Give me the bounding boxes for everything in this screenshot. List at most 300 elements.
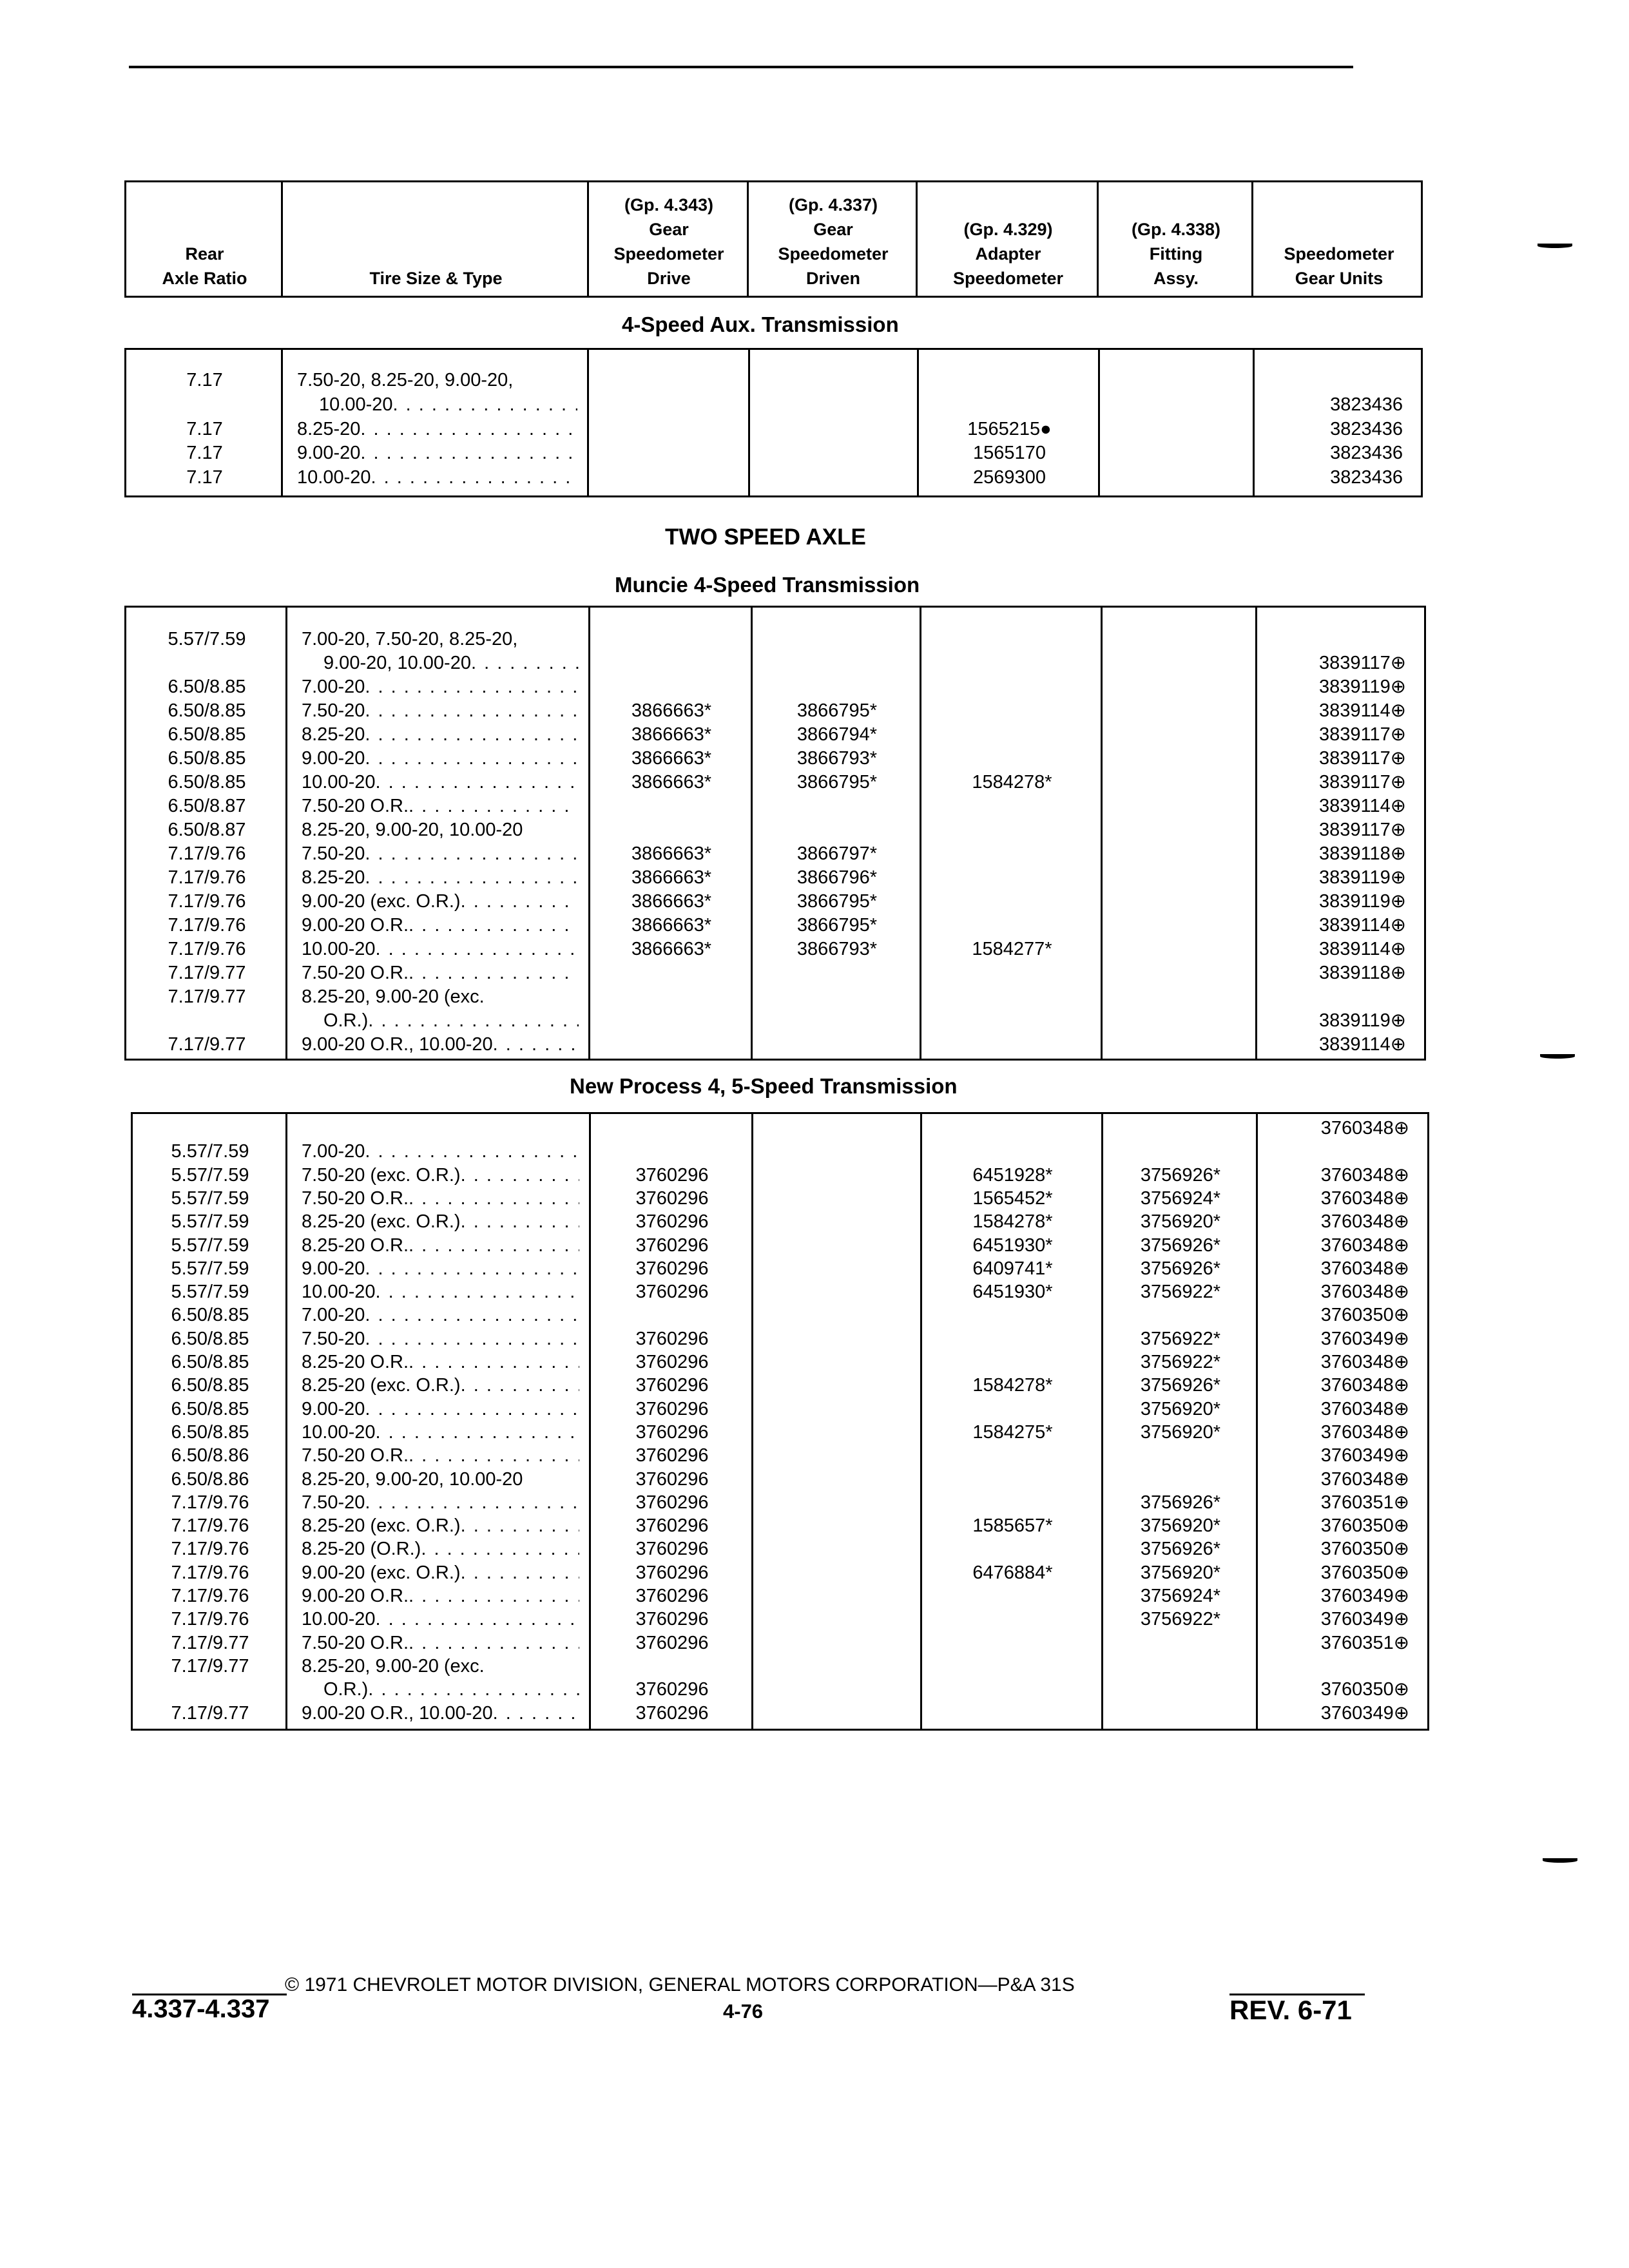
- adapter-part-number: 6451928*: [972, 1164, 1053, 1186]
- column-header-line: Assy.: [1153, 269, 1199, 288]
- axle-ratio-cell: 7.17/9.77: [168, 986, 246, 1007]
- axle-ratio-cell: 7.17/9.76: [168, 939, 246, 959]
- tire-size-cell: [302, 842, 579, 866]
- column-header: [126, 242, 283, 291]
- driven-part-number: 3866795*: [796, 891, 878, 912]
- leader-dots: [409, 1350, 579, 1374]
- drive-part-number: 3760296: [635, 1515, 709, 1537]
- column-header-line: Gear: [649, 220, 689, 239]
- axle-ratio-cell: 5.57/7.59: [171, 1282, 249, 1303]
- axle-ratio-cell: 7.17/9.76: [171, 1586, 249, 1606]
- axle-ratio-cell: 7.17/9.76: [168, 915, 246, 936]
- axle-ratio-cell: 6.50/8.86: [171, 1445, 249, 1466]
- column-header-line: Speedometer: [613, 244, 724, 264]
- units-part-number: 3760348⊕: [1320, 1398, 1409, 1419]
- leader-dots: [365, 1398, 579, 1421]
- fitting-part-number: 3756926*: [1140, 1539, 1221, 1560]
- adapter-part-number: 6451930*: [972, 1235, 1053, 1256]
- units-part-number: 3839114⊕: [1318, 939, 1406, 959]
- axle-ratio-cell: 7.17: [186, 370, 223, 390]
- tire-size-text: 7.00-20: [302, 677, 365, 697]
- axle-ratio-cell: 5.57/7.59: [171, 1141, 249, 1162]
- units-part-number: 3760349⊕: [1320, 1702, 1409, 1724]
- tire-size-cell: [302, 1561, 579, 1585]
- leader-dots: [365, 866, 579, 890]
- table-new-process-transmission: [131, 1112, 1429, 1731]
- tire-size-cell: [302, 1303, 579, 1327]
- tire-size-text: 7.50-20: [302, 1328, 365, 1349]
- driven-part-number: 3866794*: [796, 724, 878, 745]
- column-header-line: (Gp. 4.343): [624, 195, 714, 215]
- units-part-number: 3839114⊕: [1318, 700, 1406, 721]
- fitting-part-number: 3756920*: [1140, 1211, 1221, 1233]
- tire-size-text: 7.50-20 O.R.: [302, 963, 409, 983]
- units-part-number: 3839118⊕: [1318, 963, 1406, 983]
- tire-size-text: 8.25-20, 9.00-20 (exc.: [302, 1655, 485, 1677]
- axle-ratio-cell: 5.57/7.59: [168, 629, 246, 649]
- drive-part-number: 3866663*: [631, 915, 712, 936]
- units-part-number: 3839117⊕: [1318, 820, 1406, 840]
- units-part-number: 3760351⊕: [1320, 1492, 1409, 1513]
- adapter-part-number: 1584275*: [972, 1421, 1053, 1443]
- leader-dots: [421, 1537, 579, 1561]
- axle-ratio-cell: 7.17/9.77: [171, 1632, 249, 1653]
- axle-ratio-cell: 7.17: [186, 418, 223, 439]
- units-part-number: 3839119⊕: [1318, 677, 1406, 697]
- tire-size-cell: [302, 1257, 579, 1281]
- drive-part-number: 3760296: [635, 1492, 709, 1513]
- units-part-number: 3760350⊕: [1320, 1679, 1409, 1700]
- axle-ratio-cell: 6.50/8.85: [171, 1328, 249, 1349]
- adapter-part-number: 6409741*: [972, 1258, 1053, 1279]
- leader-dots: [409, 794, 579, 818]
- tire-size-text: 10.00-20: [302, 939, 376, 959]
- column-header-line: Rear: [185, 244, 224, 264]
- axle-ratio-cell: 5.57/7.59: [171, 1235, 249, 1256]
- column-divider: [920, 608, 921, 1059]
- adapter-part-number: 1584278*: [972, 1375, 1053, 1396]
- drive-part-number: 3760296: [635, 1328, 709, 1349]
- adapter-part-number: 1565170: [973, 443, 1046, 464]
- tire-size-cell: [297, 418, 577, 441]
- axle-ratio-cell: 6.50/8.85: [171, 1305, 249, 1326]
- two-speed-axle-heading: TWO SPEED AXLE: [665, 524, 866, 550]
- units-part-number: 3839117⊕: [1318, 653, 1406, 673]
- leader-dots: [461, 890, 579, 914]
- column-header-line: Tire Size & Type: [369, 269, 503, 288]
- tire-size-text: 7.50-20 O.R.: [302, 1445, 409, 1466]
- tire-size-cell: [302, 699, 579, 723]
- tire-size-text: 8.25-20: [302, 724, 365, 745]
- adapter-part-number: 1585657*: [972, 1515, 1053, 1537]
- tire-size-text: 9.00-20: [302, 748, 365, 769]
- tire-size-text: 7.50-20: [302, 1492, 365, 1513]
- tire-size-text: 10.00-20: [302, 1421, 376, 1443]
- axle-ratio-cell: 5.57/7.59: [171, 1164, 249, 1186]
- fitting-part-number: 3756920*: [1140, 1515, 1221, 1537]
- axle-ratio-cell: 7.17/9.76: [171, 1609, 249, 1630]
- drive-part-number: 3760296: [635, 1187, 709, 1209]
- fitting-part-number: 3756926*: [1140, 1164, 1221, 1186]
- tire-size-cell: [302, 937, 579, 961]
- leader-dots: [409, 1584, 579, 1608]
- tire-size-text: 9.00-20: [297, 443, 361, 464]
- tire-size-cell: [302, 1608, 579, 1631]
- tire-size-cell: [302, 1468, 579, 1492]
- axle-ratio-cell: 7.17/9.76: [171, 1562, 249, 1583]
- units-part-number: 3839118⊕: [1318, 843, 1406, 864]
- units-part-number: 3760350⊕: [1320, 1562, 1409, 1583]
- tire-size-text: 10.00-20: [302, 1282, 376, 1303]
- tire-size-cell: [302, 1702, 579, 1725]
- tire-size-text: 7.50-20: [302, 843, 365, 864]
- column-header-line: Fitting: [1149, 244, 1203, 264]
- leader-dots: [365, 1140, 579, 1164]
- leader-dots: [471, 651, 579, 675]
- leader-dots: [409, 1234, 579, 1258]
- column-header-line: (Gp. 4.337): [788, 195, 878, 215]
- axle-ratio-cell: 5.57/7.59: [171, 1187, 249, 1209]
- axle-ratio-cell: 6.50/8.87: [168, 796, 246, 816]
- units-part-number: 3839119⊕: [1318, 891, 1406, 912]
- axle-ratio-cell: 6.50/8.85: [171, 1398, 249, 1419]
- tire-size-text: 9.00-20: [302, 1258, 365, 1279]
- leader-dots: [461, 1164, 579, 1187]
- driven-part-number: 3866793*: [796, 939, 878, 959]
- tire-size-text: O.R.): [323, 1010, 369, 1031]
- drive-part-number: 3866663*: [631, 891, 712, 912]
- fitting-part-number: 3756922*: [1140, 1609, 1221, 1630]
- axle-ratio-cell: 6.50/8.87: [168, 820, 246, 840]
- axle-ratio-cell: 7.17/9.76: [171, 1492, 249, 1513]
- units-part-number: 3760348⊕: [1320, 1375, 1409, 1396]
- adapter-part-number: 6476884*: [972, 1562, 1053, 1583]
- units-part-number: 3823436: [1330, 418, 1403, 439]
- axle-ratio-cell: 7.17/9.77: [168, 1034, 246, 1055]
- top-rule: [129, 66, 1353, 68]
- units-part-number: 3839117⊕: [1318, 748, 1406, 769]
- tire-size-cell: [302, 1444, 579, 1468]
- axle-ratio-cell: 7.17/9.77: [171, 1655, 249, 1677]
- tire-size-text: 7.50-20 (exc. O.R.): [302, 1164, 461, 1186]
- tire-size-cell: [302, 914, 579, 937]
- drive-part-number: 3760296: [635, 1445, 709, 1466]
- tire-size-cell: [302, 1584, 579, 1608]
- drive-part-number: 3866663*: [631, 843, 712, 864]
- tire-size-text: O.R.): [323, 1679, 369, 1700]
- leader-dots: [365, 699, 579, 723]
- driven-part-number: 3866793*: [796, 748, 878, 769]
- axle-ratio-cell: 6.50/8.85: [171, 1421, 249, 1443]
- drive-part-number: 3760296: [635, 1282, 709, 1303]
- fitting-part-number: 3756924*: [1140, 1187, 1221, 1209]
- fitting-part-number: 3756920*: [1140, 1421, 1221, 1443]
- tire-size-cell: [297, 441, 577, 465]
- units-part-number: 3839114⊕: [1318, 915, 1406, 936]
- adapter-part-number: 1584277*: [972, 939, 1052, 959]
- column-divider: [587, 350, 589, 495]
- driven-part-number: 3866797*: [796, 843, 878, 864]
- axle-ratio-cell: 6.50/8.85: [168, 724, 246, 745]
- tire-size-cell: [302, 1280, 579, 1304]
- tire-size-cell: [302, 1398, 579, 1421]
- tire-size-text: 8.25-20 (exc. O.R.): [302, 1375, 461, 1396]
- leader-dots: [376, 1280, 580, 1304]
- axle-ratio-cell: 5.57/7.59: [171, 1258, 249, 1279]
- drive-part-number: 3760296: [635, 1468, 709, 1490]
- leader-dots: [368, 1678, 579, 1702]
- tire-size-cell: [302, 1631, 579, 1655]
- units-part-number: 3839117⊕: [1318, 724, 1406, 745]
- column-header-line: Drive: [647, 269, 691, 288]
- units-part-number: 3760348⊕: [1320, 1187, 1409, 1209]
- units-part-number: 3823436: [1330, 394, 1403, 415]
- drive-part-number: 3760296: [635, 1211, 709, 1233]
- leader-dots: [376, 937, 579, 961]
- leader-dots: [365, 675, 579, 699]
- fitting-part-number: 3756926*: [1140, 1375, 1221, 1396]
- tire-size-cell: [302, 1350, 579, 1374]
- axle-ratio-cell: 7.17: [186, 467, 223, 488]
- drive-part-number: 3760296: [635, 1539, 709, 1560]
- drive-part-number: 3760296: [635, 1609, 709, 1630]
- leader-dots: [365, 1257, 579, 1281]
- tire-size-cell: [302, 675, 579, 699]
- tire-size-text: 10.00-20: [302, 772, 376, 793]
- leader-dots: [409, 1187, 579, 1211]
- fitting-part-number: 3756924*: [1140, 1586, 1221, 1606]
- column-header-line: Axle Ratio: [162, 269, 247, 288]
- section-caption-aux: 4-Speed Aux. Transmission: [622, 312, 899, 336]
- leader-dots: [365, 1327, 579, 1351]
- tire-size-cell: [302, 1164, 579, 1187]
- units-part-number: 3839114⊕: [1318, 796, 1406, 816]
- tire-size-cell: [302, 628, 579, 651]
- units-part-number: 3760348⊕: [1320, 1211, 1409, 1233]
- tire-size-text: 10.00-20: [319, 394, 393, 415]
- tire-size-text: 9.00-20 O.R., 10.00-20: [302, 1034, 493, 1055]
- driven-part-number: 3866795*: [796, 700, 878, 721]
- margin-mark: [1537, 244, 1572, 248]
- leader-dots: [365, 842, 579, 866]
- driven-part-number: 3866795*: [796, 915, 878, 936]
- adapter-part-number: 6451930*: [972, 1282, 1053, 1303]
- tire-size-cell: [302, 1234, 579, 1258]
- leader-dots: [461, 1374, 579, 1398]
- tire-size-cell: [323, 1678, 579, 1702]
- tire-size-text: 8.25-20, 9.00-20, 10.00-20: [302, 1468, 523, 1490]
- axle-ratio-cell: 7.17/9.76: [168, 891, 246, 912]
- tire-size-text: 9.00-20: [302, 1398, 365, 1419]
- leader-dots: [371, 466, 578, 490]
- drive-part-number: 3760296: [635, 1352, 709, 1372]
- fitting-part-number: 3756922*: [1140, 1282, 1221, 1303]
- tire-size-cell: [302, 890, 579, 914]
- tire-size-text: 8.25-20: [302, 867, 365, 888]
- revision-label: REV. 6-71: [1229, 1995, 1352, 2025]
- drive-part-number: 3760296: [635, 1164, 709, 1186]
- column-header-line: Driven: [805, 269, 861, 288]
- column-divider: [748, 350, 750, 495]
- column-header-line: (Gp. 4.329): [963, 220, 1053, 239]
- tire-size-cell: [302, 794, 579, 818]
- drive-part-number: 3760296: [635, 1632, 709, 1653]
- column-header-box: [124, 180, 1423, 298]
- tire-size-cell: [302, 1140, 579, 1164]
- tire-size-cell: [302, 1655, 579, 1678]
- axle-ratio-cell: 7.17: [186, 443, 223, 464]
- table-muncie-transmission: [124, 606, 1426, 1061]
- leader-dots: [393, 393, 578, 417]
- fitting-part-number: 3756920*: [1140, 1398, 1221, 1419]
- tire-size-text: 8.25-20 (O.R.): [302, 1539, 421, 1560]
- leader-dots: [365, 1303, 579, 1327]
- axle-ratio-cell: 6.50/8.85: [171, 1375, 249, 1396]
- axle-ratio-cell: 7.17/9.76: [168, 867, 246, 888]
- tire-size-text: 10.00-20: [302, 1609, 376, 1630]
- units-part-number: 3839119⊕: [1318, 1010, 1406, 1031]
- tire-size-cell: [302, 985, 579, 1009]
- tire-size-cell: [302, 1514, 579, 1538]
- fitting-part-number: 3756926*: [1140, 1235, 1221, 1256]
- column-header-line: Gear Units: [1295, 269, 1383, 288]
- tire-size-text: 9.00-20 O.R.: [302, 915, 409, 936]
- column-header: [1253, 242, 1425, 291]
- tire-size-text: 7.00-20: [302, 1141, 365, 1162]
- page-number: 4-76: [723, 2000, 764, 2023]
- drive-part-number: 3760296: [635, 1398, 709, 1419]
- axle-ratio-cell: 7.17/9.77: [171, 1702, 249, 1724]
- tire-size-cell: [302, 1327, 579, 1351]
- drive-part-number: 3866663*: [631, 748, 712, 769]
- tire-size-text: 8.25-20: [297, 418, 361, 439]
- column-divider: [751, 608, 753, 1059]
- column-header-line: Speedometer: [1284, 244, 1394, 264]
- column-header-line: Speedometer: [778, 244, 889, 264]
- tire-size-text: 7.50-20: [302, 700, 365, 721]
- axle-ratio-cell: 7.17/9.76: [171, 1515, 249, 1537]
- tire-size-cell: [297, 466, 577, 490]
- tire-size-text: 9.00-20 (exc. O.R.): [302, 1562, 461, 1583]
- adapter-part-number: 1565215●: [967, 418, 1052, 439]
- tire-size-cell: [302, 961, 579, 985]
- drive-part-number: 3866663*: [631, 867, 712, 888]
- leader-dots: [461, 1210, 579, 1234]
- tire-size-cell: [302, 1537, 579, 1561]
- tire-size-cell: [323, 1009, 579, 1033]
- tire-size-text: 7.50-20 O.R.: [302, 1632, 409, 1653]
- drive-part-number: 3760296: [635, 1258, 709, 1279]
- axle-ratio-cell: 6.50/8.85: [168, 677, 246, 697]
- leader-dots: [461, 1561, 579, 1585]
- tire-size-text: 8.25-20, 9.00-20, 10.00-20: [302, 820, 523, 840]
- leader-dots: [493, 1033, 579, 1057]
- column-header: [1099, 217, 1253, 291]
- tire-size-text: 9.00-20 O.R.: [302, 1586, 409, 1606]
- adapter-part-number: 2569300: [973, 467, 1046, 488]
- leader-dots: [376, 1421, 580, 1445]
- tire-size-cell: [302, 866, 579, 890]
- tire-size-cell: [297, 369, 577, 392]
- tire-size-text: 7.50-20 O.R.: [302, 1187, 409, 1209]
- tire-size-text: 8.25-20, 9.00-20 (exc.: [302, 986, 485, 1007]
- group-number: 4.337-4.337: [132, 1995, 270, 2023]
- tire-size-text: 7.00-20: [302, 1305, 365, 1326]
- fitting-part-number: 3756922*: [1140, 1328, 1221, 1349]
- units-part-number: 3760350⊕: [1320, 1539, 1409, 1560]
- leader-dots: [376, 771, 579, 794]
- drive-part-number: 3866663*: [631, 939, 712, 959]
- leader-dots: [376, 1608, 580, 1631]
- leader-dots: [360, 441, 577, 465]
- tire-size-cell: [302, 1421, 579, 1445]
- units-part-number: 3760348⊕: [1320, 1164, 1409, 1186]
- drive-part-number: 3866663*: [631, 724, 712, 745]
- leader-dots: [365, 1491, 579, 1515]
- tire-size-cell: [302, 1187, 579, 1211]
- tire-size-text: 7.50-20, 8.25-20, 9.00-20,: [297, 370, 514, 390]
- leader-dots: [409, 961, 579, 985]
- drive-part-number: 3760296: [635, 1562, 709, 1583]
- tire-size-text: 9.00-20 O.R., 10.00-20: [302, 1702, 493, 1724]
- fitting-part-number: 3756926*: [1140, 1492, 1221, 1513]
- column-header: [283, 266, 589, 291]
- units-part-number: 3760348⊕: [1320, 1282, 1409, 1303]
- units-part-number: 3760348⊕: [1320, 1235, 1409, 1256]
- adapter-part-number: 1584278*: [972, 1211, 1053, 1233]
- tire-size-cell: [302, 1374, 579, 1398]
- tire-size-text: 8.25-20 O.R.: [302, 1235, 409, 1256]
- units-part-number: 3839117⊕: [1318, 772, 1406, 793]
- drive-part-number: 3866663*: [631, 700, 712, 721]
- tire-size-cell: [302, 723, 579, 747]
- tire-size-cell: [323, 651, 579, 675]
- units-part-number: 3760349⊕: [1320, 1445, 1409, 1466]
- leader-dots: [409, 1631, 579, 1655]
- units-part-number: 3823436: [1330, 443, 1403, 464]
- drive-part-number: 3760296: [635, 1586, 709, 1606]
- tire-size-text: 8.25-20 (exc. O.R.): [302, 1515, 461, 1537]
- drive-part-number: 3760296: [635, 1679, 709, 1700]
- leader-dots: [409, 914, 579, 937]
- units-part-number: 3823436: [1330, 467, 1403, 488]
- fitting-part-number: 3756920*: [1140, 1562, 1221, 1583]
- leader-dots: [360, 418, 577, 441]
- fitting-part-number: 3756926*: [1140, 1258, 1221, 1279]
- column-header: [918, 217, 1099, 291]
- drive-part-number: 3760296: [635, 1702, 709, 1724]
- column-header: [749, 193, 918, 291]
- units-part-number: 3760350⊕: [1320, 1515, 1409, 1537]
- units-part-number: 3760349⊕: [1320, 1328, 1409, 1349]
- units-part-number: 3839119⊕: [1318, 867, 1406, 888]
- tire-size-cell: [302, 747, 579, 771]
- drive-part-number: 3760296: [635, 1375, 709, 1396]
- leader-dots: [365, 747, 579, 771]
- leader-dots: [461, 1514, 579, 1538]
- tire-size-cell: [319, 393, 577, 417]
- tire-size-cell: [302, 1210, 579, 1234]
- axle-ratio-cell: 5.57/7.59: [171, 1211, 249, 1233]
- fitting-part-number: 3756922*: [1140, 1352, 1221, 1372]
- tire-size-text: 9.00-20, 10.00-20: [323, 653, 471, 673]
- column-header-line: Adapter: [975, 244, 1041, 264]
- adapter-part-number: 1565452*: [972, 1187, 1053, 1209]
- margin-mark: [1540, 1054, 1575, 1059]
- column-header-line: Gear: [813, 220, 853, 239]
- tire-size-text: 8.25-20 (exc. O.R.): [302, 1211, 461, 1233]
- column-divider: [588, 608, 590, 1059]
